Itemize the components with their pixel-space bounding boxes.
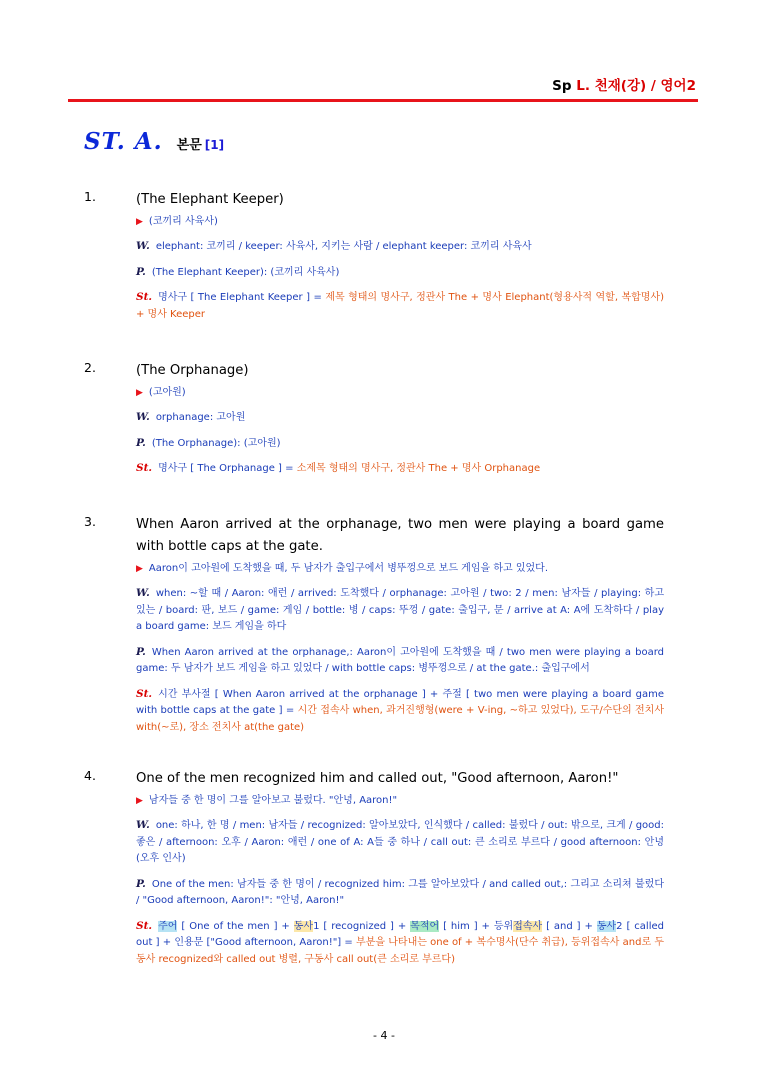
phrase-text: When Aaron arrived at the orphanage,: Aaron이 고아원에 도착했을 때 / two men were playing a board game: 두 남자가 보드 게임을 하고 있었다 / with bottle caps: 병뚜껑으로 / at the gate.: 출입구에서 <box>136 646 664 674</box>
structure-formula: 명사구 [ The Elephant Keeper ] = <box>158 292 322 303</box>
translation <box>136 214 664 230</box>
object-label: 목적어 <box>410 920 440 932</box>
english-sentence: (The Elephant Keeper) <box>136 192 284 207</box>
verb1-phrase: 1 [ recognized ] + <box>313 920 407 932</box>
structure-desc: 부분을 나타내는 one of + 복수명사(단수 취급), 등위접속사 and로 두 동사 recognized와 called out 병렬, 구동사 call out(큰 소리로 부르다) <box>136 937 664 965</box>
w-tag-icon: W. <box>136 819 150 831</box>
w-tag-icon: W. <box>136 240 150 252</box>
conj-label: 접속사 <box>513 920 543 932</box>
structure-row <box>136 686 664 737</box>
word-text: when: ~할 때 / Aaron: 애런 / arrived: 도착했다 / orphanage: 고아원 / two: 2 / men: 남자들 / playing: 하고 있는 / board: 판, 보드 / game: 게임 / bottle: 병 / caps: 뚜껑 / gate: 출입구, 문 / arrive at A: A에 도착하다 / play a board game: 보드 게임을 하다 <box>136 588 664 632</box>
triangle-bullet-icon: ▶ <box>136 564 143 574</box>
translation-text: Aaron이 고아원에 도착했을 때, 두 남자가 출입구에서 병뚜껑으로 보드 게임을 하고 있었다. <box>148 563 549 574</box>
translation-text: 남자들 중 한 명이 그를 알아보고 불렀다. "안녕, Aaron!" <box>148 795 398 806</box>
triangle-bullet-icon: ▶ <box>136 796 143 806</box>
header-subject: 영어2 <box>660 78 696 94</box>
st-tag-icon: St. <box>136 291 153 303</box>
w-tag-icon: W. <box>136 411 150 423</box>
section-title <box>84 128 224 155</box>
structure-row <box>136 460 664 478</box>
section-st: ST. A. <box>84 128 163 155</box>
header-sp: Sp <box>552 78 572 94</box>
phrase-row <box>136 264 664 282</box>
phrase-row <box>136 876 664 910</box>
st-tag-icon: St. <box>136 919 153 932</box>
subject-phrase: [ One of the men ] + <box>181 920 290 932</box>
translation-text: (코끼리 사육사) <box>148 216 218 227</box>
item-1 <box>84 189 684 323</box>
item-4 <box>84 768 684 968</box>
english-sentence: When Aaron arrived at the orphanage, two men were playing a board game with bottle caps at the gate. <box>136 517 664 554</box>
english-sentence: (The Orphanage) <box>136 363 249 378</box>
structure-desc: 소제목 형태의 명사구, 정관사 The + 명사 Orphanage <box>296 463 541 474</box>
word-row <box>136 238 664 256</box>
phrase-row <box>136 644 664 678</box>
phrase-text: One of the men: 남자들 중 한 명이 / recognized him: 그를 알아보았다 / and called out,: 그리고 소리쳐 불렀다 / "Good afternoon, Aaron!": "안녕, Aaron!" <box>136 878 664 906</box>
translation <box>136 385 664 401</box>
structure-desc: 시간 접속사 when, 과거진행형(were + V-ing, ~하고 있었다), 도구/수단의 전치사 with(~로), 장소 전치사 at(the gate) <box>136 705 664 733</box>
triangle-bullet-icon: ▶ <box>136 388 143 398</box>
st-tag-icon: St. <box>136 687 153 700</box>
translation <box>136 793 664 809</box>
word-row <box>136 817 664 868</box>
word-row <box>136 585 664 636</box>
header-rule <box>68 99 698 102</box>
header-slash: / <box>650 78 656 94</box>
phrase-text: (The Orphanage): (고아원) <box>151 437 281 449</box>
section-num: [1] <box>204 138 225 152</box>
structure-row <box>136 918 664 969</box>
p-tag-icon: P. <box>136 645 146 658</box>
p-tag-icon: P. <box>136 265 146 278</box>
p-tag-icon: P. <box>136 877 146 890</box>
structure-formula: 명사구 [ The Orphanage ] = <box>158 463 294 474</box>
word-text: elephant: 코끼리 / keeper: 사육사, 지키는 사람 / elephant keeper: 코끼리 사육사 <box>155 241 532 252</box>
item-number: 3. <box>84 514 96 529</box>
w-tag-icon: W. <box>136 587 150 599</box>
item-number: 4. <box>84 768 96 783</box>
word-text: orphanage: 고아원 <box>155 412 246 423</box>
triangle-bullet-icon: ▶ <box>136 217 143 227</box>
structure-row <box>136 289 664 323</box>
structure-desc: 제목 형태의 명사구, 정관사 The + 명사 Elephant(형용사적 역할, 복합명사) + 명사 Keeper <box>136 292 664 320</box>
page-header <box>552 74 696 94</box>
word-text: one: 하나, 한 명 / men: 남자들 / recognized: 알아보았다, 인식했다 / called: 불렀다 / out: 밖으로, 크게 / good: 좋은 / afternoon: 오후 / Aaron: 애런 / one of A: A들 중 하나 / call out: 큰 소리로 부르다 / good afternoon: 안녕(오후 인사) <box>136 820 664 864</box>
item-3 <box>84 514 684 736</box>
phrase-row <box>136 435 664 453</box>
word-row <box>136 409 664 427</box>
subject-label: 주어 <box>158 920 178 932</box>
object-phrase: [ him ] + 등위 <box>443 920 514 932</box>
header-l: L. <box>576 78 590 94</box>
st-tag-icon: St. <box>136 462 153 474</box>
translation <box>136 561 664 577</box>
phrase-text: (The Elephant Keeper): (코끼리 사육사) <box>151 266 340 278</box>
item-number: 1. <box>84 189 96 204</box>
item-number: 2. <box>84 360 96 375</box>
verb1-label: 동사 <box>293 920 314 932</box>
english-sentence: One of the men recognized him and called out, "Good afternoon, Aaron!" <box>136 771 619 786</box>
page-number: - 4 - <box>373 1029 395 1042</box>
item-2 <box>84 360 684 478</box>
translation-text: (고아원) <box>148 387 186 398</box>
structure-formula: 시간 부사절 [ When Aaron arrived at the orphanage ] + 주절 [ two men were playing a board game with bottle caps at the gate ] = <box>136 688 664 716</box>
header-publisher: 천재(강) <box>594 78 647 94</box>
p-tag-icon: P. <box>136 436 146 449</box>
verb2-phrase: 2 [ called out ] + 인용문 ["Good afternoon, Aaron!"] = <box>136 920 664 948</box>
verb2-label: 동사 <box>596 920 617 932</box>
conj-phrase: [ and ] + <box>546 920 593 932</box>
section-name: 본문 <box>176 138 202 153</box>
